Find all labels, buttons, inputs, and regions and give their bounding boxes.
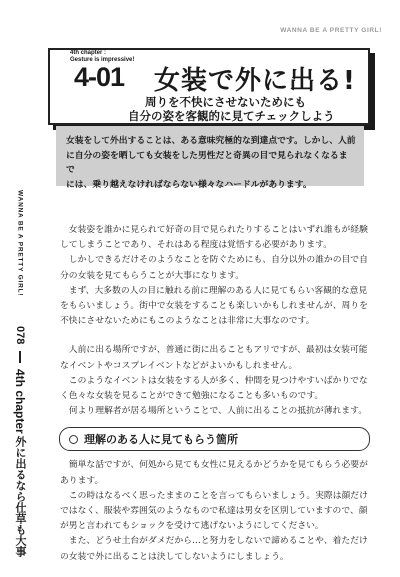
paragraph <box>60 343 370 373</box>
text-line: まず、大多数の人の目に触れる前に理解のある人に見てもらい客観的な意見 <box>68 285 368 296</box>
paragraph-group-c <box>60 458 370 564</box>
text-line: が男と言われてもショックを受けて逃げないようにしてください。 <box>60 521 324 532</box>
text-line: 分の女装を見てもらうことが大事になります。 <box>60 270 245 281</box>
text-line: してしまうことであり、それはある程度は覚悟する必要があります。 <box>60 240 333 251</box>
series-header: WANNA BE A PRETTY GIRL! <box>280 27 382 34</box>
body-text <box>60 223 370 565</box>
section-number: 4-01 <box>74 62 125 92</box>
paragraph-group-b <box>60 343 370 419</box>
paragraph <box>60 489 370 535</box>
text-line: 何より理解者が居る場所ということで、人前に出ることの抵抗が薄れます。 <box>68 406 368 417</box>
text-line: の女装で外に出ることは決してしないようにしましょう。 <box>60 551 289 562</box>
text-line: をもらいましょう。街中で女装をすることも楽しいかもしれませんが、周りを <box>60 301 368 312</box>
text-line: このようなイベントは女装をする人が多く、仲間を見つけやすいばかりでな <box>68 375 368 386</box>
text-line: また、どうせ土台がダメだから…と努力をしないで諦めることや、着ただけ <box>68 536 368 547</box>
spine-series: WANNA BE A PRETTY GIRL! <box>16 190 24 297</box>
subtitle-line-2: 自分の姿を客観的に見てチェックしよう <box>128 109 335 123</box>
page-number: 078 <box>14 326 26 345</box>
paragraph-group-a <box>60 223 370 329</box>
paragraph <box>60 458 370 488</box>
page-spine <box>11 190 29 557</box>
page-title: 女装で外に出る! <box>154 66 356 96</box>
text-line: しかしできるだけそのようなことを防ぐためにも、自分以外の誰かの目で自 <box>68 255 368 266</box>
paragraph <box>60 404 370 419</box>
text-line: なイベントやコスプレイベントなどがよいかもしれません。 <box>60 360 298 371</box>
text-line: 不快にさせないためにもこのようなことは非常に大事なのです。 <box>60 316 315 327</box>
paragraph <box>60 534 370 564</box>
spine-chapter: 4th chapter <box>13 368 27 434</box>
text-line: この時はなるべく思ったままのことを言ってもらいましょう。実際は顔だけ <box>68 490 368 501</box>
intro-box: 女装をして外出することは、ある意味究極的な到達点です。しかし、人前 に自分の姿を晒しても女装をした男性だと奇異の目で見られなくなるまで には、乗り越えなければならない様々なハードルがあります。 <box>56 126 364 186</box>
section-heading: 理解のある人に見てもらう箇所 <box>59 427 370 451</box>
text-line: あります。 <box>60 475 104 486</box>
subtitle-line-1: 周りを不快にさせないためにも <box>145 95 306 109</box>
text-line: 女装姿を誰かに見られて好奇の目で見られたりすることはいずれ誰もが経験 <box>68 225 368 235</box>
text-line: 人前に出る場所ですが、普通に街に出ることもアリですが、最初は女装可能 <box>68 345 368 356</box>
text-line: く色々な女装を見ることができて勉強になることも多いものです。 <box>60 391 324 402</box>
text-line: ではなく、服装や雰囲気のようなもので私達は男女を区別していますので、顔 <box>60 506 368 517</box>
bullet-dot-icon <box>69 435 78 444</box>
paragraph <box>60 253 370 283</box>
paragraph <box>60 223 370 253</box>
paragraph <box>60 284 370 330</box>
text-line: 簡単な話ですが、何処から見ても女性に見えるかどうかを見てもらう必要が <box>68 460 368 471</box>
paragraph <box>60 374 370 404</box>
spine-divider <box>19 351 20 363</box>
chapter-tag: 4th chapter : Gesture is impressive! <box>70 50 135 63</box>
spine-chapter-title: 外に出るなら仕草も大事 <box>14 436 27 558</box>
